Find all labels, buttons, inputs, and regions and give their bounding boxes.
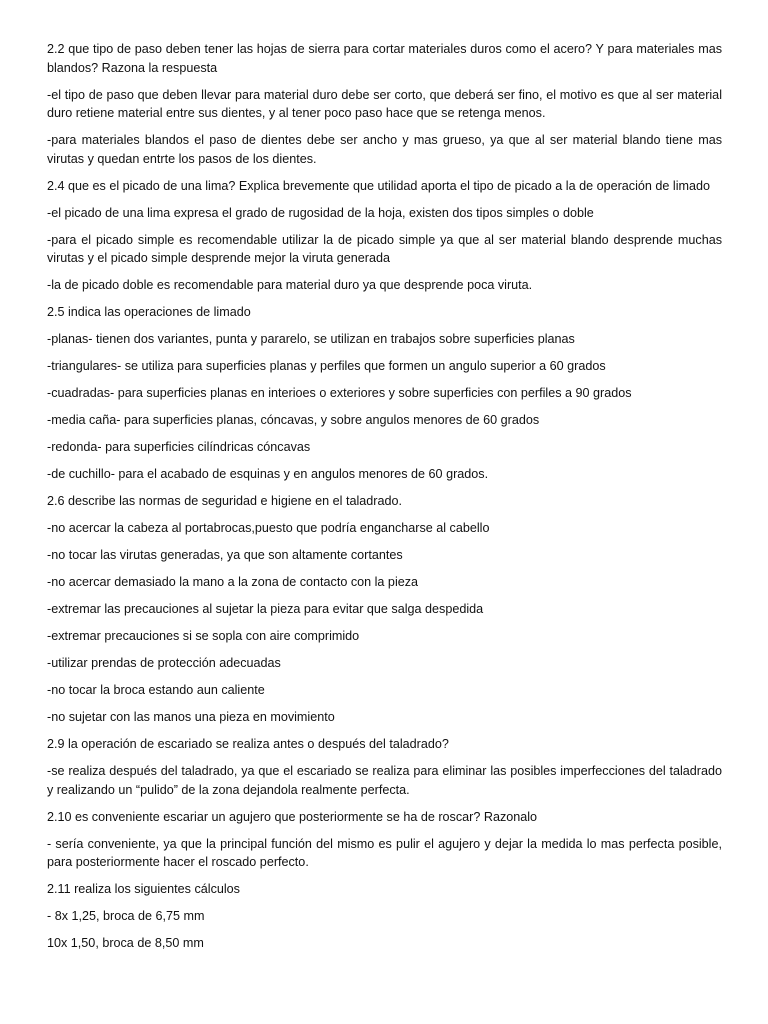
list-item: -de cuchillo- para el acabado de esquinas y en angulos menores de 60 grados. <box>47 467 489 482</box>
question-2-11: 2.11 realiza los siguientes cálculos <box>47 882 240 897</box>
list-item: -no sujetar con las manos una pieza en movimiento <box>47 710 335 725</box>
question-2-4: 2.4 que es el picado de una lima? Explica brevemente que utilidad aporta el tipo de picado a la de operación de limado <box>47 178 711 193</box>
calculation-line: 10x 1,50, broca de 8,50 mm <box>47 936 204 951</box>
answer-paragraph: -se realiza después del taladrado, ya que el escariado se realiza para eliminar las posibles imperfecciones del taladrado y realizando un “pulido” de la zona dejandola realmente perfecta. <box>47 764 722 797</box>
answer-paragraph: -la de picado doble es recomendable para material duro ya que desprende poca viruta. <box>47 278 533 293</box>
list-item: -extremar precauciones si se sopla con aire comprimido <box>47 629 360 644</box>
list-item: -redonda- para superficies cilíndricas cóncavas <box>47 440 311 455</box>
list-item: -planas- tienen dos variantes, punta y pararelo, se utilizan en trabajos sobre superficies planas <box>47 332 575 347</box>
answer-paragraph: -el tipo de paso que deben llevar para material duro debe ser corto, que deberá ser fino, el motivo es que al ser material duro retiene material entre sus dientes, y al tener poco paso hace que se retenga menos. <box>47 87 722 121</box>
list-item: -no acercar demasiado la mano a la zona de contacto con la pieza <box>47 575 419 590</box>
list-item: -no tocar la broca estando aun caliente <box>47 683 265 698</box>
answer-paragraph: -para el picado simple es recomendable utilizar la de picado simple ya que al ser material blando desprende muchas virutas y el picado simple desprende mejor la viruta generada <box>47 232 722 266</box>
answer-paragraph: -para materiales blandos el paso de dientes debe ser ancho y mas grueso, ya que al ser material blando tiene mas virutas y quedan entrte los pasos de los dientes. <box>47 133 722 166</box>
question-2-5: 2.5 indica las operaciones de limado <box>47 305 251 320</box>
list-item: -no tocar las virutas generadas, ya que son altamente cortantes <box>47 548 403 563</box>
answer-paragraph: -el picado de una lima expresa el grado de rugosidad de la hoja, existen dos tipos simples o doble <box>47 205 594 220</box>
answer-paragraph: - sería conveniente, ya que la principal función del mismo es pulir el agujero y dejar la medida lo mas perfecta posible, para posteriormente hacer el roscado perfecto. <box>47 836 722 870</box>
list-item: -media caña- para superficies planas, cóncavas, y sobre angulos menores de 60 grados <box>47 413 540 428</box>
list-item: -utilizar prendas de protección adecuadas <box>47 656 281 671</box>
list-item: -cuadradas- para superficies planas en interioes o exteriores y sobre superficies con perfiles a 90 grados <box>47 386 632 401</box>
document-body <box>47 40 722 961</box>
list-item: -no acercar la cabeza al portabrocas,puesto que podría engancharse al cabello <box>47 521 490 536</box>
calculation-line: - 8x 1,25, broca de 6,75 mm <box>47 909 205 924</box>
question-2-2: 2.2 que tipo de paso deben tener las hojas de sierra para cortar materiales duros como el acero? Y para materiales mas blandos? Razona la respuesta <box>47 42 722 75</box>
list-item: -triangulares- se utiliza para superficies planas y perfiles que formen un angulo superior a 60 grados <box>47 359 606 374</box>
question-2-6: 2.6 describe las normas de seguridad e higiene en el taladrado. <box>47 494 402 509</box>
question-2-9: 2.9 la operación de escariado se realiza antes o después del taladrado? <box>47 737 449 752</box>
question-2-10: 2.10 es conveniente escariar un agujero que posteriormente se ha de roscar? Razonalo <box>47 809 538 824</box>
list-item: -extremar las precauciones al sujetar la pieza para evitar que salga despedida <box>47 602 484 617</box>
